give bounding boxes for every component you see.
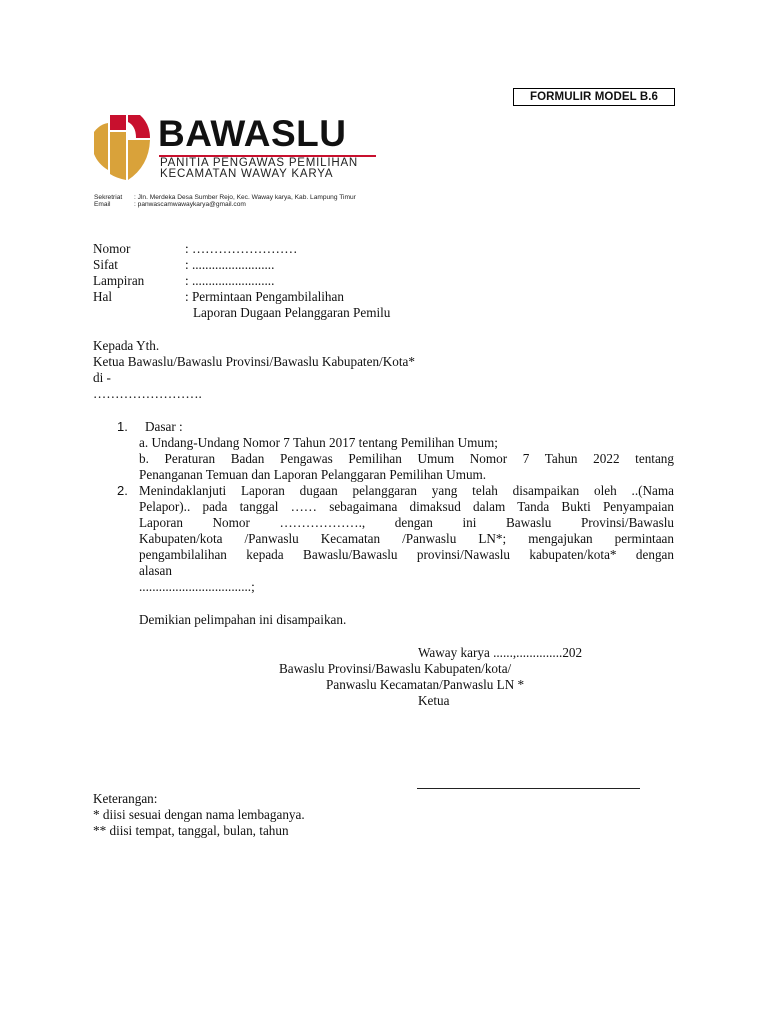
email-label: Email [94, 201, 111, 208]
note-1: * diisi sesuai dengan nama lembaganya. [93, 807, 305, 822]
signature-line-2: Panwaslu Kecamatan/Panwaslu LN * [326, 677, 525, 692]
signature-place-date: Waway karya ......,..............202 [418, 645, 583, 660]
nomor-label: Nomor [93, 241, 131, 256]
nomor-value: : …………………… [185, 241, 298, 256]
lampiran-value: : ......................... [185, 273, 275, 288]
form-code-box: FORMULIR MODEL B.6 [513, 88, 675, 106]
secretariat-address: : Jln. Merdeka Desa Sumber Rejo, Kec. Waway karya, Kab. Lampung Timur [134, 194, 356, 201]
item-2-number: 2. [117, 483, 128, 498]
signature-line-1: Bawaslu Provinsi/Bawaslu Kabupaten/kota/ [279, 661, 512, 676]
sifat-value: : ......................... [185, 257, 275, 272]
letterhead-subtitle-1: PANITIA PENGAWAS PEMILIHAN [160, 157, 359, 169]
signature-line [417, 788, 640, 789]
item-1-point-a: a. Undang-Undang Nomor 7 Tahun 2017 tentang Pemilihan Umum; [139, 435, 498, 450]
item-1-point-b-line-1: b. Peraturan Badan Pengawas Pemilihan Umum Nomor 7 Tahun 2022 tentang [139, 451, 674, 466]
item-1-title: Dasar : [145, 419, 183, 434]
hal-label: Hal [93, 289, 113, 304]
item-2-line-4: Kabupaten/kota /Panwaslu Kecamatan /Panwaslu LN*; mengajukan permintaan [139, 531, 674, 546]
letterhead-brand: BAWASLU [158, 113, 347, 154]
letterhead-subtitle-2: KECAMATAN WAWAY KARYA [160, 168, 334, 180]
item-2-line-7: ..................................; [139, 579, 255, 594]
item-2-line-1: Menindaklanjuti Laporan dugaan pelanggaran yang telah disampaikan oleh ..(Nama [139, 483, 674, 498]
recipient-line-1: Kepada Yth. [93, 338, 160, 353]
signature-title: Ketua [418, 693, 450, 708]
email-address: : panwascamwawaykarya@gmail.com [134, 201, 246, 208]
item-2-line-3: Laporan Nomor ………………., dengan ini Bawaslu Provinsi/Bawaslu [139, 515, 674, 530]
sifat-label: Sifat [93, 257, 118, 272]
item-1-point-b-line-2: Penanganan Temuan dan Laporan Pelanggaran Pemilihan Umum. [139, 467, 487, 482]
item-1-number: 1. [117, 419, 128, 434]
item-2-line-6: alasan [139, 563, 172, 578]
closing-sentence: Demikian pelimpahan ini disampaikan. [139, 612, 347, 627]
hal-value-line-1: : Permintaan Pengambilalihan [185, 289, 344, 304]
secretariat-label: Sekretriat [94, 194, 123, 201]
item-2-line-5: pengambilalihan kepada Bawaslu/Bawaslu provinsi/Nawaslu kabupaten/kota* dengan [139, 547, 674, 562]
hal-value-line-2: Laporan Dugaan Pelanggaran Pemilu [193, 305, 391, 320]
bawaslu-logo [92, 110, 156, 182]
recipient-line-2: Ketua Bawaslu/Bawaslu Provinsi/Bawaslu Kabupaten/Kota* [93, 354, 415, 369]
recipient-line-4: ……………………. [93, 386, 202, 401]
note-2: ** diisi tempat, tanggal, bulan, tahun [93, 823, 289, 838]
recipient-line-3: di - [93, 370, 111, 385]
notes-title: Keterangan: [93, 791, 158, 806]
item-2-line-2: Pelapor).. pada tanggal …… sebagaimana dimaksud dalam Tanda Bukti Penyampaian [139, 499, 674, 514]
lampiran-label: Lampiran [93, 273, 145, 288]
